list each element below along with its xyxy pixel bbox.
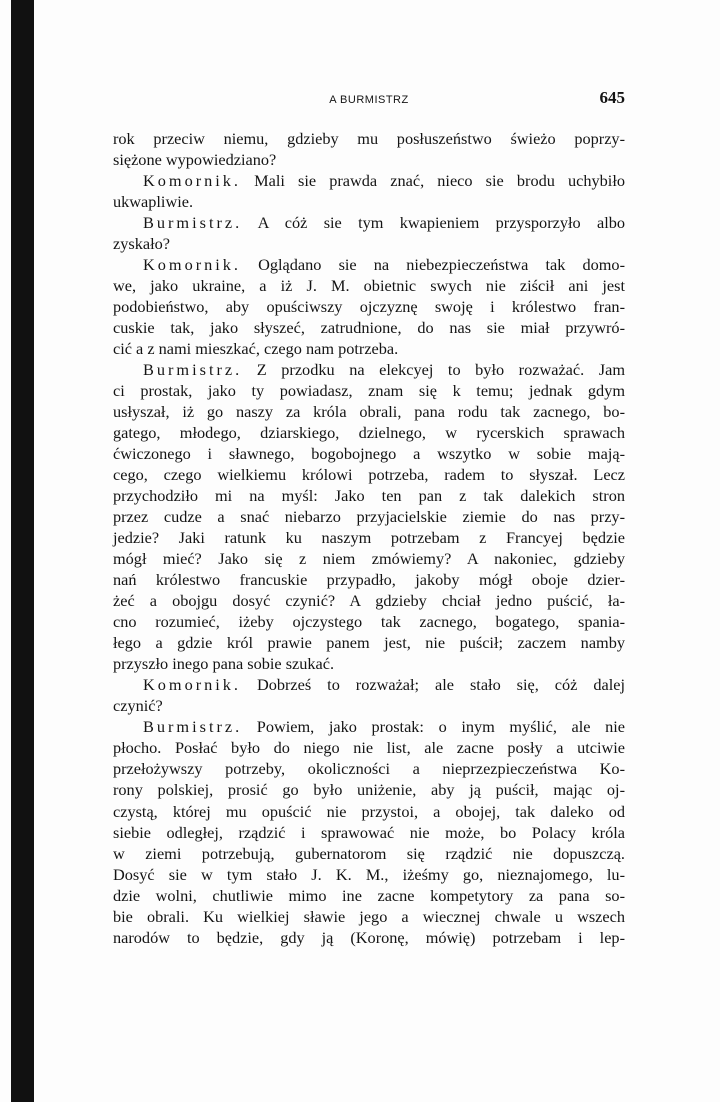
text-line [113, 822, 625, 843]
text-line [113, 149, 625, 170]
line-text: mógł mieć? Jako się z niem zmówiemy? A nakoniec, gdzieby [113, 549, 625, 569]
text-line [113, 275, 625, 296]
line-text: nań królestwo francuskie przypadło, jakoby mógł oboje dzier- [113, 570, 625, 590]
text-line [113, 653, 625, 674]
text-line [113, 569, 625, 590]
text-line [113, 695, 625, 716]
line-text: żeć a obojgu dosyć czynić? A gdzieby chciał jedno puścić, ła- [113, 591, 625, 611]
line-text: bie obrali. Ku wielkiej sławie jego a wiecznej chwale u wszech [113, 906, 625, 926]
text-line [113, 317, 625, 338]
line-text: Mali sie prawda znać, nieco sie brodu uchybiło [241, 171, 625, 191]
line-text: cego, czego wielkiemu królowi potrzeba, radem to słyszał. Lecz [113, 465, 625, 485]
text-line [113, 674, 625, 695]
text-line [113, 906, 625, 927]
body-text [113, 128, 625, 948]
text-line [113, 422, 625, 443]
text-line [113, 737, 625, 758]
text-line [113, 801, 625, 822]
running-title: A BURMISTRZ [329, 94, 409, 106]
line-text: usłyszał, iż go naszy za króla obrali, pana rodu tak zacnego, bo- [113, 402, 625, 422]
line-text: A cóż sie tym kwapieniem przysporzyło albo [242, 213, 625, 233]
text-line [113, 485, 625, 506]
line-text: cuskie tak, jako słyszeć, zatrudnione, do nas sie miał przywró- [113, 318, 625, 338]
line-text: Oglądano sie na niebezpieczeństwa tak domo- [241, 255, 625, 275]
text-line [113, 506, 625, 527]
line-text: narodów to będzie, gdy ją (Koronę, mówię) potrzebam i lep- [113, 927, 625, 947]
text-line [113, 233, 625, 254]
text-line [113, 128, 625, 149]
line-text: Dosyć sie w tym stało J. K. M., iżeśmy go, nieznajomego, lu- [113, 864, 625, 884]
speaker-name: Burmistrz. [143, 213, 243, 233]
speaker-name: Komornik. [143, 171, 241, 191]
line-text: cno rozumieć, iżeby ojczystego tak zacnego, bogatego, spania- [113, 612, 625, 632]
text-line [113, 296, 625, 317]
text-line [113, 212, 625, 233]
line-text: łego a gdzie król prawie panem jest, nie puścił; zaczem namby [113, 633, 625, 653]
line-text: w ziemi potrzebują, gubernatorom się rządzić nie dopuszczą. [113, 843, 625, 863]
text-line [113, 191, 625, 212]
text-line [113, 716, 625, 737]
line-text: płocho. Posłać było do niego nie list, ale zacne posły a utciwie [113, 738, 625, 758]
text-line [113, 527, 625, 548]
line-text: przełożywszy potrzeby, okoliczności a nieprzezpieczeństwa Ko- [113, 759, 625, 779]
line-text: siebie odległej, rządzić i sprawować nie może, bo Polacy króla [113, 822, 625, 842]
line-text: we, jako ukraine, a iż J. M. obietnic swych nie ziścił ani jest [113, 276, 625, 296]
line-text: gatego, młodego, dziarskiego, dzielnego, w rycerskich sprawach [113, 423, 625, 443]
line-text: czynić? [113, 696, 163, 716]
text-line [113, 590, 625, 611]
line-text: ukwapliwie. [113, 192, 194, 212]
line-text: siężone wypowiedziano? [113, 150, 277, 170]
text-line [113, 254, 625, 275]
text-line [113, 548, 625, 569]
text-line [113, 632, 625, 653]
page-number: 645 [599, 88, 625, 107]
line-text: jedzie? Jaki ratunk ku naszym potrzebam z Francyej będzie [113, 528, 625, 548]
line-text: Powiem, jako prostak: o inym myślić, ale nie [242, 717, 625, 737]
text-line [113, 779, 625, 800]
speaker-name: Komornik. [143, 255, 241, 275]
text-line [113, 464, 625, 485]
scan-edge-shadow [11, 0, 34, 1102]
text-line [113, 338, 625, 359]
speaker-name: Burmistrz. [143, 717, 243, 737]
text-line [113, 611, 625, 632]
line-text: ćwiczonego i sławnego, bogobojnego a wszytko w sobie mają- [113, 444, 625, 464]
line-text: rony polskiej, prosić go było uniżenie, aby ją puścił, mając oj- [113, 780, 625, 800]
line-text: cić a z nami mieszkać, czego nam potrzeba. [113, 339, 399, 359]
text-line [113, 758, 625, 779]
text-line [113, 843, 625, 864]
line-text: zyskało? [113, 234, 170, 254]
line-text: dzie wolni, chutliwie mimo ine zacne kompetytory za pana so- [113, 885, 625, 905]
text-line [113, 864, 625, 885]
speaker-name: Komornik. [143, 675, 241, 695]
line-text: Z przodku na elekcyej to było rozważać. Jam [242, 360, 625, 380]
line-text: przychodziło mi na myśl: Jako ten pan z tak dalekich stron [113, 486, 625, 506]
line-text: podobieństwo, aby opuściwszy ojczyznę swoję i królestwo fran- [113, 297, 625, 317]
line-text: Dobrześ to rozważał; ale stało się, cóż dalej [241, 675, 625, 695]
text-line [113, 401, 625, 422]
running-header [113, 88, 625, 112]
text-line [113, 380, 625, 401]
text-line [113, 885, 625, 906]
speaker-name: Burmistrz. [143, 360, 243, 380]
line-text: ci prostak, jako ty powiadasz, znam się k temu; jednak gdym [113, 381, 625, 401]
text-line [113, 359, 625, 380]
line-text: rok przeciw niemu, gdzieby mu posłuszeństwo świeżo poprzy- [113, 129, 625, 148]
text-line [113, 170, 625, 191]
line-text: czystą, której mu opuścić nie przystoi, a obojej, tak daleko od [113, 801, 625, 821]
text-line [113, 927, 625, 948]
text-line [113, 443, 625, 464]
line-text: przyszło inego pana sobie szukać. [113, 654, 335, 674]
line-text: przez cudze a snać niebarzo przyjacielskie ziemie do nas przy- [113, 507, 625, 527]
